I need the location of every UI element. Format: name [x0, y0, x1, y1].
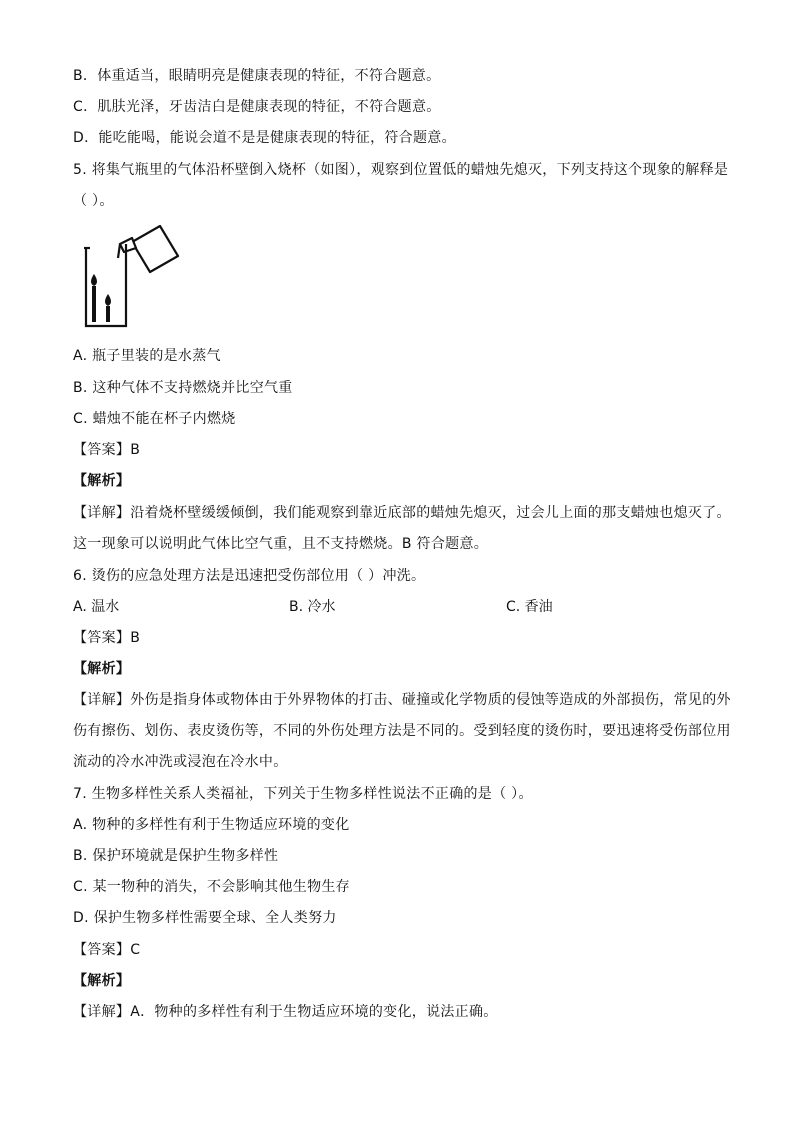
question-5-detail-cont: 这一现象可以说明此气体比空气重，且不支持燃烧。B 符合题意。 — [73, 536, 489, 552]
question-6-stem: 6. 烫伤的应急处理方法是迅速把受伤部位用（ ）冲洗。 — [73, 568, 426, 584]
gas-pouring-beaker-figure — [80, 222, 182, 330]
question-5-answer: 【答案】B — [73, 442, 141, 458]
question-7-option-d: D. 保护生物多样性需要全球、全人类努力 — [73, 910, 337, 926]
beaker-icon — [84, 244, 126, 326]
question-7-detail: 【详解】A．物种的多样性有利于生物适应环境的变化，说法正确。 — [73, 1004, 498, 1020]
question-7-analysis-label: 【解析】 — [73, 973, 131, 989]
candle-tall-icon — [91, 274, 97, 322]
text-line: C．肌肤光泽，牙齿洁白是健康表现的特征，不符合题意。 — [73, 99, 441, 115]
question-5-analysis-label: 【解析】 — [73, 473, 131, 489]
question-6-option-a: A. 温水 — [73, 599, 120, 615]
question-5-option-a: A. 瓶子里装的是水蒸气 — [73, 348, 221, 364]
question-5-stem-cont: （ ）。 — [73, 193, 114, 209]
question-5-detail: 【详解】沿着烧杯壁缓缓倾倒，我们能观察到靠近底部的蜡烛先熄灭，过会儿上面的那支蜡烛也熄灭了。 — [73, 505, 731, 521]
question-6-option-b: B. 冷水 — [289, 599, 336, 615]
question-7-option-c: C. 某一物种的消失，不会影响其他生物生存 — [73, 879, 350, 895]
text-line: B．体重适当，眼睛明亮是健康表现的特征，不符合题意。 — [73, 68, 441, 84]
question-7-answer: 【答案】C — [73, 942, 141, 958]
question-7-option-a: A. 物种的多样性有利于生物适应环境的变化 — [73, 817, 350, 833]
question-6-detail-cont: 流动的冷水冲洗或浸泡在冷水中。 — [73, 754, 288, 770]
text-line: D．能吃能喝，能说会道不是是健康表现的特征，符合题意。 — [73, 130, 456, 146]
question-5-option-c: C. 蜡烛不能在杯子内燃烧 — [73, 411, 236, 427]
question-6-option-c: C. 香油 — [506, 599, 553, 615]
question-7-stem: 7. 生物多样性关系人类福祉，下列关于生物多样性说法不正确的是（ ）。 — [73, 786, 533, 802]
question-5-option-b: B. 这种气体不支持燃烧并比空气重 — [73, 380, 293, 396]
question-5-stem: 5. 将集气瓶里的气体沿杯壁倒入烧杯（如图），观察到位置低的蜡烛先熄灭，下列支持这个现象的解释是 — [73, 162, 729, 178]
candle-short-icon — [105, 294, 111, 322]
question-6-answer: 【答案】B — [73, 630, 141, 646]
question-7-option-b: B. 保护环境就是保护生物多样性 — [73, 848, 279, 864]
question-6-detail-cont: 伤有擦伤、划伤、表皮烫伤等，不同的外伤处理方法是不同的。受到轻度的烫伤时，要迅速将受伤部位用 — [73, 723, 731, 739]
question-6-analysis-label: 【解析】 — [73, 661, 131, 677]
question-6-detail: 【详解】外伤是指身体或物体由于外界物体的打击、碰撞或化学物质的侵蚀等造成的外部损伤，常见的外 — [73, 692, 731, 708]
